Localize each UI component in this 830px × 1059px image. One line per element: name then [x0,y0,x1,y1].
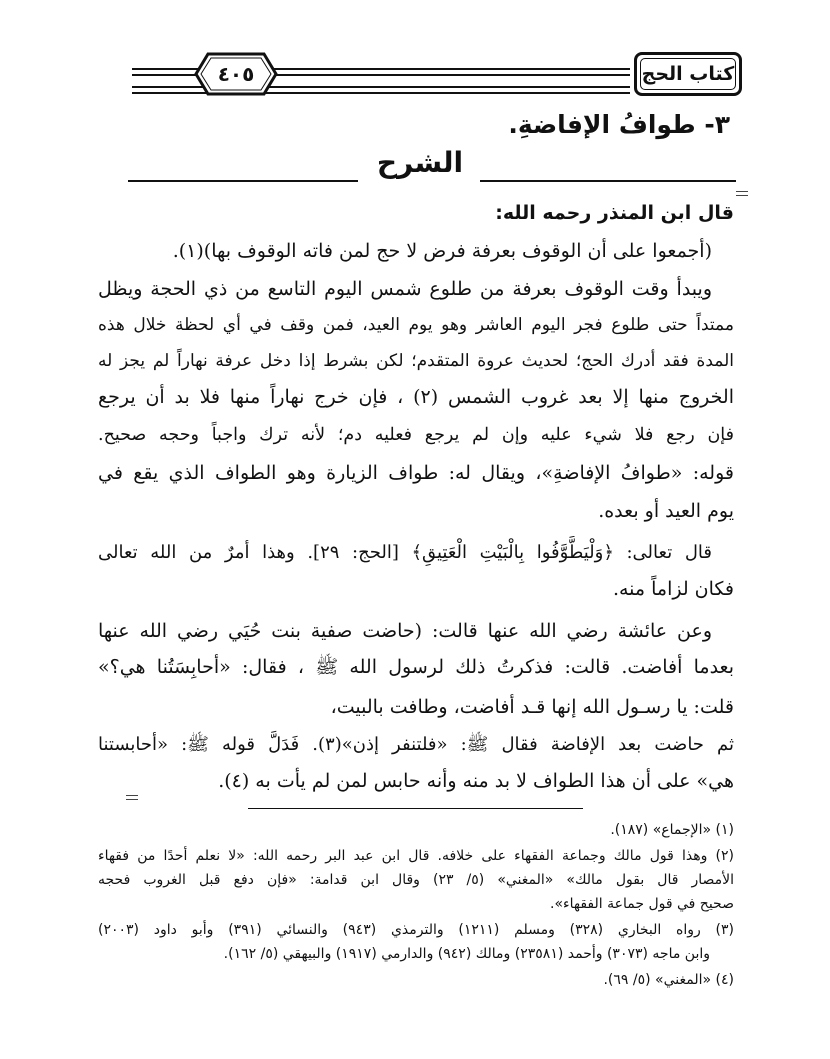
body-line: (أجمعوا على أن الوقوف بعرفة فرض لا حج لمن فاته الوقوف بها)(١). [172,240,712,262]
body-line: قوله: «طوافُ الإفاضةِ»، ويقال له: طواف الزيارة وهو الطواف الذي يقع في [98,462,734,484]
footnote-line: وابن ماجه (٣٠٧٣) وأحمد (٢٣٥٨١) ومالك (٩٤٢) والدارمي (١٩١٧) والبيهقي (٥/ ١٦٢). [223,946,710,962]
margin-mark [126,795,138,796]
body-line: المدة فقد أدرك الحج؛ لحديث عروة المتقدم؛ لكن بشرط إذا دخل عرفة نهاراً لم يجز له [98,351,734,371]
footnote-line: (٢) وهذا قول مالك وجماعة الفقهاء على خلافه. قال ابن عبد البر رحمه الله: «لا نعلم أحدًا من فقهاء [98,848,734,864]
footnote-rule [248,808,583,809]
body-line: يوم العيد أو بعده. [598,500,734,522]
body-line: فإن رجع فلا شيء عليه وإن لم يرجع فعليه دم؛ لأنه ترك واجباً وحجه صحيح. [98,425,734,445]
book-title: كتاب الحج [641,63,735,85]
body-line: قال تعالى: ﴿وَلْيَطَّوَّفُوا بِالْبَيْتِ الْعَتِيقِ﴾ [الحج: ٢٩]. وهذا أمرٌ من الله تعالى [98,542,712,563]
footnote-line: صحيح في قول جماعة الفقهاء». [550,896,734,912]
body-line: ممتداً حتى طلوع فجر اليوم العاشر وهو يوم العيد، فمن وقف في أي لحظة خلال هذه [98,315,734,335]
section-title: الشرح [376,146,464,179]
item-heading: ٣- طوافُ الإفاضةِ. [508,110,730,139]
body-line: ثم حاضت بعد الإفاضة فقال ﷺ: «فلتنفر إذن»(٣). فَدَلَّ قوله ﷺ: «أحابستنا [98,734,734,755]
page-number: ٤٠٥ [217,62,255,86]
margin-mark [736,195,748,196]
footnote-line: (٣) رواه البخاري (٣٢٨) ومسلم (١٢١١) والترمذي (٩٤٣) والنسائي (٣٩١) وأبو داود (٢٠٠٣) [98,922,734,938]
body-line: الخروج منها إلا بعد غروب الشمس (٢) ، فإن خرج نهاراً منها فلا بد أن يرجع [98,386,734,408]
body-line: قال ابن المنذر رحمه الله: [495,202,734,224]
body-line: قلت: يا رسـول الله إنها قـد أفاضت، وطافت بالبيت، [330,696,734,718]
section-rule-right [480,180,736,182]
body-line: ويبدأ وقت الوقوف بعرفة من طلوع شمس اليوم التاسع من ذي الحجة ويظل [98,278,712,300]
body-line: وعن عائشة رضي الله عنها قالت: (حاضت صفية بنت حُيَي رضي الله عنها [98,620,712,642]
section-rule-left [128,180,358,182]
body-line: فكان لزاماً منه. [612,578,734,600]
margin-mark [736,191,748,192]
body-line: هي» على أن هذا الطواف لا بد منه وأنه حابس لمن لم يأت به (٤). [218,770,734,792]
body-line: بعدما أفاضت. قالت: فذكرتُ ذلك لرسول الله ﷺ ، فقال: «أحابِسَتُنا هي؟» [98,656,734,678]
footnote-line: (١) «الإجماع» (١٨٧). [610,822,734,838]
book-title-box [634,52,742,96]
page-number-badge [194,52,278,96]
margin-mark [126,799,138,800]
footnote-line: الأمصار قال بقول مالك» «المغني» (٥/ ٢٣) وقال ابن قدامة: «فإن دفع قبل الغروب فحجه [98,872,734,888]
footnote-line: (٤) «المغني» (٥/ ٦٩). [603,972,734,988]
